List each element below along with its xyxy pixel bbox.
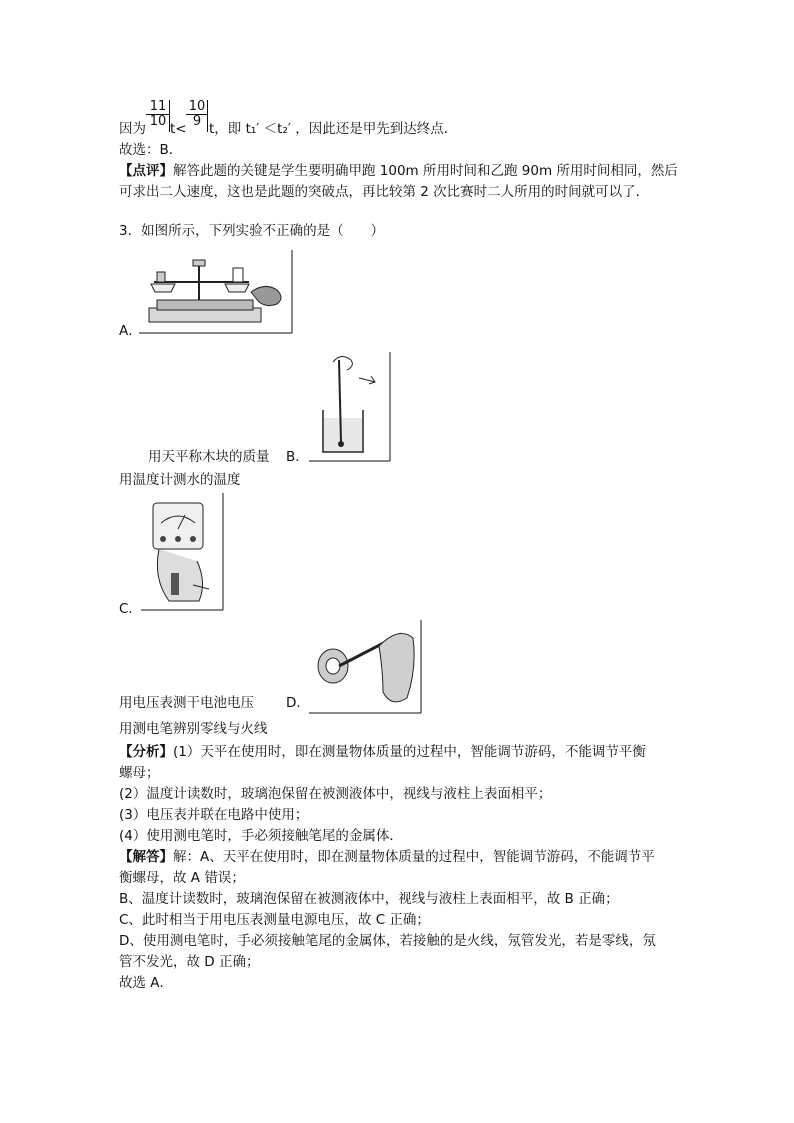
because-t1: t< bbox=[170, 121, 187, 137]
comment-tag: 【点评】 bbox=[119, 163, 173, 179]
analysis-line-1b: 螺母； bbox=[119, 765, 160, 781]
choice-b-line: 故选：B． bbox=[119, 142, 183, 158]
question-stem: 3．如图所示，下列实验不正确的是（ ） bbox=[119, 223, 385, 239]
answer-line-4b: 管不发光，故 D 正确； bbox=[119, 954, 260, 970]
answer-line-5: 故选 A． bbox=[119, 975, 174, 991]
because-rest: t，即 t₁′ ＜t₂′ ，因此还是甲先到达终点． bbox=[209, 121, 458, 137]
test-pen-figure bbox=[309, 620, 422, 714]
analysis-line-1 bbox=[119, 743, 646, 761]
fraction-10-9 bbox=[186, 100, 208, 129]
fraction-numerator: 11 bbox=[146, 100, 170, 115]
because-prefix: 因为 bbox=[119, 121, 146, 137]
comment-line-1 bbox=[119, 162, 678, 180]
fraction-denominator: 9 bbox=[192, 114, 202, 129]
answer-line-2: B、温度计读数时，玻璃泡保留在被测液体中，视线与液柱上表面相平，故 B 正确； bbox=[119, 891, 619, 907]
answer-tag: 【解答】 bbox=[119, 849, 173, 865]
option-b-letter: B． bbox=[286, 449, 309, 465]
thermometer-figure bbox=[309, 352, 391, 462]
option-a-caption: 用天平称木块的质量 bbox=[148, 449, 270, 465]
option-d-caption: 用测电笔辨别零线与火线 bbox=[119, 721, 268, 737]
analysis-line-3: (3）电压表并联在电路中使用； bbox=[119, 807, 309, 823]
option-c-letter: C． bbox=[119, 601, 142, 617]
answer-text-1: 解：A、天平在使用时，即在测量物体质量的过程中，智能调节游码，不能调节平 bbox=[173, 849, 655, 865]
fraction-11-10 bbox=[146, 100, 170, 129]
comment-text-1: 解答此题的关键是学生要明确甲跑 100m 所用时间和乙跑 90m 所用时间相同，然后 bbox=[173, 163, 678, 179]
voltmeter-figure bbox=[141, 493, 224, 611]
fraction-numerator: 10 bbox=[186, 100, 208, 115]
answer-line-1b: 衡螺母，故 A 错误； bbox=[119, 870, 245, 886]
analysis-line-4: (4）使用测电笔时，手必须接触笔尾的金属体． bbox=[119, 828, 403, 844]
option-a-letter: A． bbox=[119, 323, 142, 339]
option-b-caption: 用温度计测水的温度 bbox=[119, 472, 241, 488]
answer-line-3: C、此时相当于用电压表测量电源电压，故 C 正确； bbox=[119, 912, 430, 928]
comment-line-2: 可求出二人速度，这也是此题的突破点，再比较第 2 次比赛时二人所用的时间就可以了． bbox=[119, 184, 650, 200]
answer-line-1 bbox=[119, 848, 655, 866]
fraction-denominator: 10 bbox=[149, 114, 167, 129]
option-d-letter: D． bbox=[286, 695, 310, 711]
analysis-line-2: (2）温度计读数时，玻璃泡保留在被测液体中，视线与液柱上表面相平； bbox=[119, 786, 552, 802]
answer-line-4: D、使用测电笔时，手必须接触笔尾的金属体，若接触的是火线，氖管发光，若是零线，氖 bbox=[119, 933, 656, 949]
balance-figure bbox=[139, 250, 293, 334]
fraction-bracket bbox=[207, 100, 208, 132]
option-c-caption: 用电压表测干电池电压 bbox=[119, 695, 254, 711]
analysis-text-1: (1）天平在使用时，即在测量物体质量的过程中，智能调节游码，不能调节平衡 bbox=[173, 744, 646, 760]
analysis-tag: 【分析】 bbox=[119, 744, 173, 760]
